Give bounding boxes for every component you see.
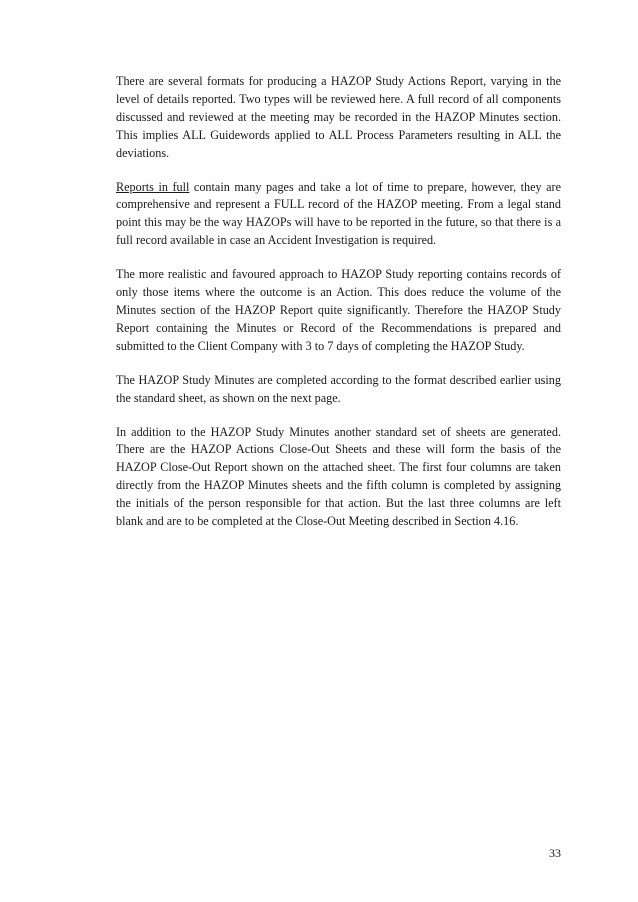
paragraph-realistic-approach xyxy=(116,266,561,356)
paragraph-text: The more realistic and favoured approach to HAZOP Study reporting contains records of only those items where the outcome is an Action. This does reduce the volume of the Minutes section of the HAZOP Report quite significantly. Therefore the HAZOP Study Report containing the Minutes or Record of the Recommendations is prepared and submitted to the Client Company with 3 to 7 days of completing the HAZOP Study. xyxy=(116,267,561,353)
paragraph-text: contain many pages and take a lot of time to prepare, however, they are comprehensive and represent a FULL record of the HAZOP meeting. From a legal stand point this may be the way HAZOPs will have to be reported in the future, so that there is a full record available in case an Accident Investigation is required. xyxy=(116,179,561,248)
paragraph-reports-in-full xyxy=(116,179,561,251)
paragraph-text: In addition to the HAZOP Study Minutes another standard set of sheets are generated. There are the HAZOP Actions Close-Out Sheets and these will form the basis of the HAZOP Close-Out Report shown on the attached sheet. The first four columns are taken directly from the HAZOP Minutes sheets and the fifth column is completed by assigning the initials of the person responsible for that action. But the last three columns are left blank and are to be completed at the Close-Out Meeting described in Section 4.16. xyxy=(116,424,561,529)
paragraph-close-out-sheets xyxy=(116,424,561,531)
paragraph-lead-reports-in-full: Reports in full xyxy=(116,179,190,194)
page-number: 33 xyxy=(549,846,561,860)
document-body xyxy=(116,73,561,547)
paragraph-text: The HAZOP Study Minutes are completed according to the format described earlier using the standard sheet, as shown on the next page. xyxy=(116,372,561,405)
paragraph-report-formats xyxy=(116,73,561,163)
paragraph-text: There are several formats for producing a HAZOP Study Actions Report, varying in the level of details reported. Two types will be reviewed here. A full record of all components discussed and reviewed at the meeting may be recorded in the HAZOP Minutes section. This implies ALL Guidewords applied to ALL Process Parameters resulting in ALL the deviations. xyxy=(116,74,561,160)
paragraph-minutes-format xyxy=(116,372,561,408)
